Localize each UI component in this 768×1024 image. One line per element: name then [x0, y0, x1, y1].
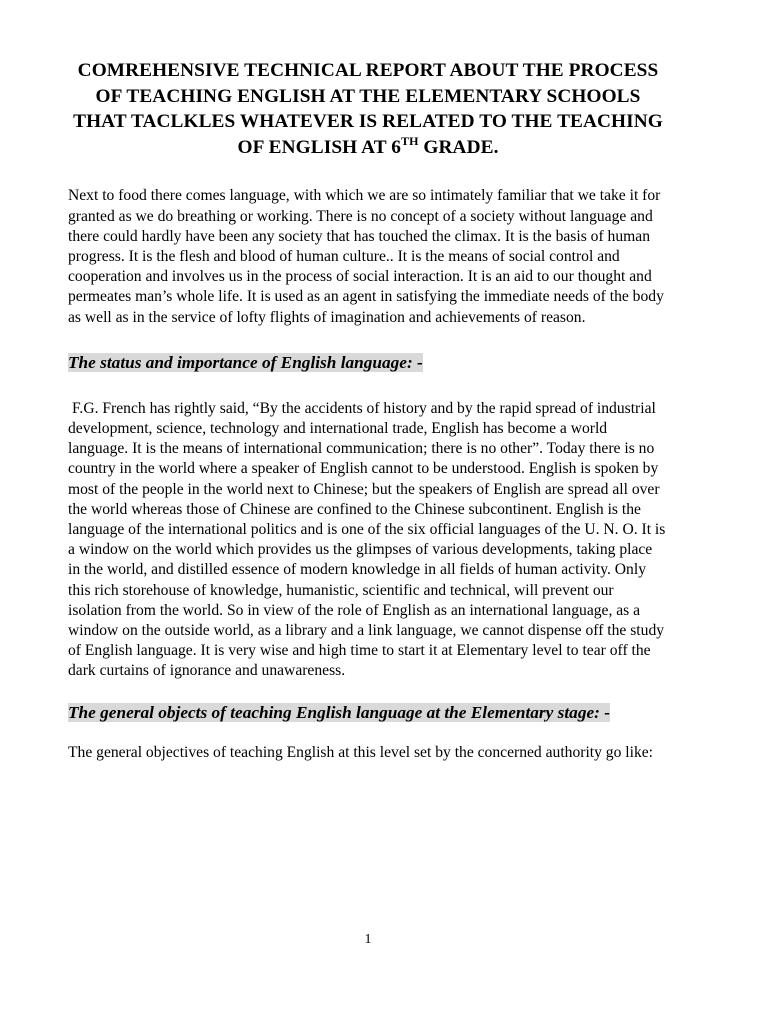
document-title: [68, 58, 668, 160]
section-heading-objects: [68, 701, 668, 724]
section-heading-objects-text: The general objects of teaching English language at the Elementary stage: -: [68, 702, 610, 722]
document-page: [68, 58, 668, 763]
objectives-paragraph: The general objectives of teaching English at this level set by the concerned authority go like:: [68, 743, 654, 761]
section-heading-status-text: The status and importance of English language: -: [68, 352, 423, 372]
intro-paragraph: Next to food there comes language, with which we are so intimately familiar that we take it for granted as we do breathing or working. There is no concept of a society without language and there could hardly have been any society that has touched the climax. It is the basis of human progress. It is the flesh and blood of human culture.. It is the means of social control and cooperation and involves us in the process of social interaction. It is an aid to our thought and permeates man’s whole life. It is used as an agent in satisfying the immediate needs of the body as well as in the service of lofty flights of imagination and achievements of reason.: [68, 187, 664, 326]
status-paragraph: F.G. French has rightly said, “By the accidents of history and by the rapid spread of industrial development, science, technology and international trade, English has become a world language. It is the means of international communication; there is no other”. Today there is no country in the world where a speaker of English cannot to be understood. English is spoken by most of the people in the world next to Chinese; but the speakers of English are spread all over the world whereas those of Chinese are confined to the Chinese subcontinent. English is the language of the international politics and is one of the six official languages of the U. N. O. It is a window on the world which provides us the glimpses of various developments, taking place in the world, and distilled essence of modern knowledge in all fields of human activity. Only this rich storehouse of knowledge, humanistic, scientific and technical, will prevent our isolation from the world. So in view of the role of English as an international language, as a window on the outside world, as a library and a link language, we cannot dispense off the study of English language. It is very wise and high time to start it at Elementary level to tear off the dark curtains of ignorance and unawareness.: [68, 399, 666, 680]
title-superscript: TH: [400, 133, 419, 148]
section-heading-status: [68, 351, 668, 374]
title-end-text: GRADE.: [418, 136, 499, 158]
title-main-text: COMREHENSIVE TECHNICAL REPORT ABOUT THE PROCESS OF TEACHING ENGLISH AT THE ELEMENTARY SCHOOLS THAT TACLKLES WHATEVER IS RELATED TO THE TEACHING OF ENGLISH AT 6: [73, 60, 663, 158]
page-number: 1: [364, 932, 372, 947]
